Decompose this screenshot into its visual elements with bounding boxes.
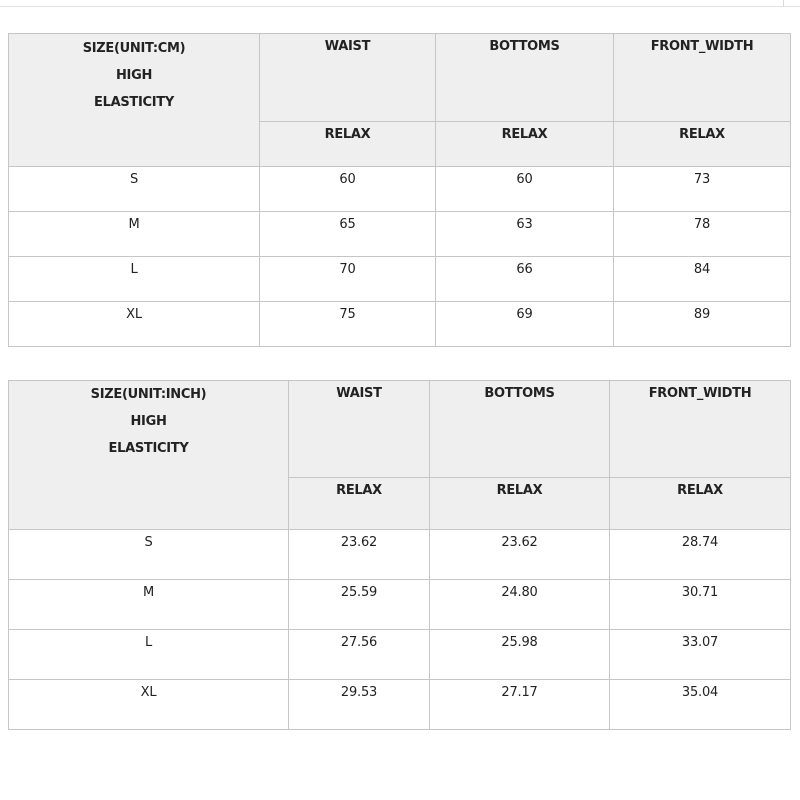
waist-cell: 60 [260, 167, 436, 212]
size-cell: S [9, 167, 260, 212]
size-cell: XL [9, 680, 289, 730]
waist-cell: 70 [260, 257, 436, 302]
size-cell: L [9, 630, 289, 680]
table-header-row [9, 381, 791, 478]
column-header-bottoms: BOTTOMS [430, 381, 610, 478]
table-row [9, 302, 791, 347]
waist-cell: 25.59 [289, 580, 430, 630]
table-row [9, 680, 791, 730]
subheader-front-width-relax: RELAX [610, 478, 791, 530]
bottoms-cell: 63 [436, 212, 614, 257]
elasticity-label-line1: HIGH [130, 414, 167, 429]
column-header-waist: WAIST [289, 381, 430, 478]
table-row [9, 580, 791, 630]
size-cell: S [9, 530, 289, 580]
size-header-cell [9, 34, 260, 167]
subheader-waist-relax: RELAX [289, 478, 430, 530]
bottoms-cell: 24.80 [430, 580, 610, 630]
size-unit-label: SIZE(UNIT:INCH) [90, 387, 207, 402]
front-width-cell: 35.04 [610, 680, 791, 730]
bottoms-cell: 25.98 [430, 630, 610, 680]
size-cell: L [9, 257, 260, 302]
bottoms-cell: 60 [436, 167, 614, 212]
table-row [9, 212, 791, 257]
waist-cell: 75 [260, 302, 436, 347]
size-cell: XL [9, 302, 260, 347]
table-row [9, 167, 791, 212]
front-width-cell: 28.74 [610, 530, 791, 580]
column-header-front-width: FRONT_WIDTH [614, 34, 791, 122]
elasticity-label-line1: HIGH [115, 68, 153, 83]
front-width-cell: 89 [614, 302, 791, 347]
top-divider [0, 0, 800, 7]
waist-cell: 65 [260, 212, 436, 257]
table-row [9, 530, 791, 580]
subheader-bottoms-relax: RELAX [436, 122, 614, 167]
elasticity-label-line2: ELASTICITY [94, 95, 174, 110]
subheader-front-width-relax: RELAX [614, 122, 791, 167]
size-unit-label: SIZE(UNIT:CM) [82, 41, 186, 56]
size-cell: M [9, 580, 289, 630]
table-row [9, 257, 791, 302]
size-cell: M [9, 212, 260, 257]
front-width-cell: 33.07 [610, 630, 791, 680]
table-row [9, 630, 791, 680]
column-header-waist: WAIST [260, 34, 436, 122]
front-width-cell: 84 [614, 257, 791, 302]
waist-cell: 27.56 [289, 630, 430, 680]
elasticity-label-line2: ELASTICITY [108, 441, 189, 456]
front-width-cell: 78 [614, 212, 791, 257]
size-table-cm [8, 33, 791, 347]
table-header-row [9, 34, 791, 122]
column-header-bottoms: BOTTOMS [436, 34, 614, 122]
size-header-cell [9, 381, 289, 530]
subheader-bottoms-relax: RELAX [430, 478, 610, 530]
bottoms-cell: 23.62 [430, 530, 610, 580]
bottoms-cell: 27.17 [430, 680, 610, 730]
front-width-cell: 30.71 [610, 580, 791, 630]
bottoms-cell: 69 [436, 302, 614, 347]
front-width-cell: 73 [614, 167, 791, 212]
size-table-inch [8, 380, 791, 730]
subheader-waist-relax: RELAX [260, 122, 436, 167]
waist-cell: 23.62 [289, 530, 430, 580]
bottoms-cell: 66 [436, 257, 614, 302]
waist-cell: 29.53 [289, 680, 430, 730]
column-header-front-width: FRONT_WIDTH [610, 381, 791, 478]
